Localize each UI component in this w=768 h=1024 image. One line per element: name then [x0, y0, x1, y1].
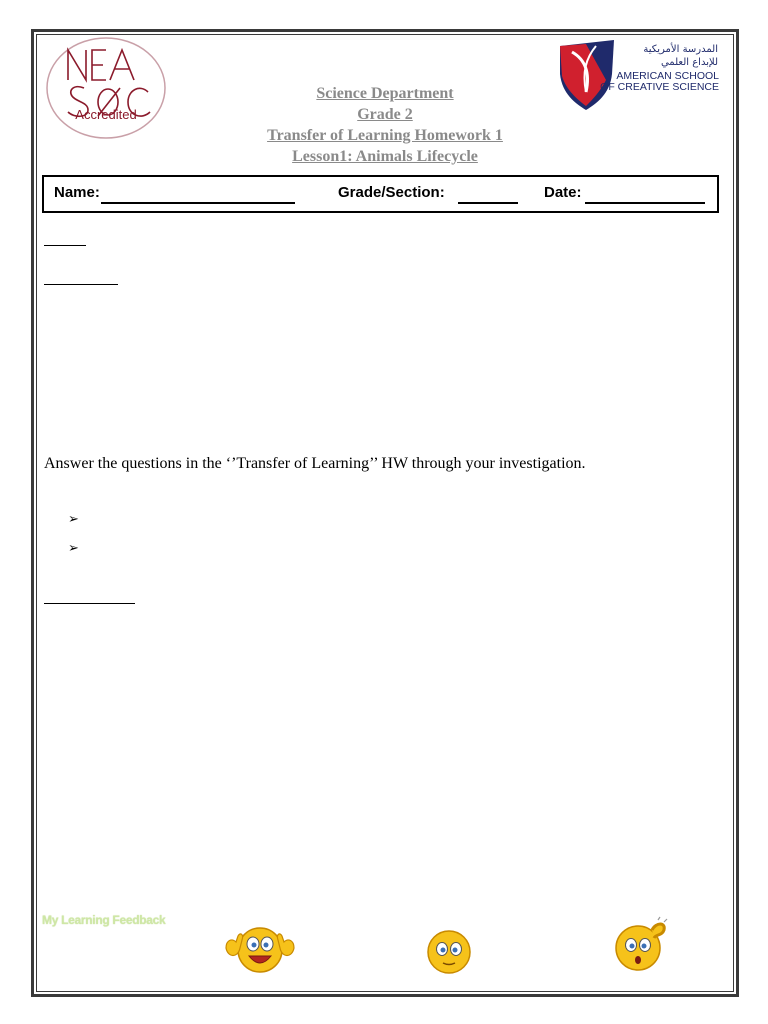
neutral-emoji-icon[interactable] [425, 928, 473, 976]
blank-line-3 [44, 603, 135, 604]
name-field[interactable] [101, 202, 295, 204]
lesson-title: Lesson1: Animals Lifecycle [292, 148, 478, 165]
school-name-ar-1: المدرسة الأمريكية [643, 44, 718, 55]
confused-emoji-icon[interactable] [612, 916, 672, 974]
thumbs-up-emoji-icon[interactable] [222, 918, 298, 978]
learning-feedback-label: My Learning Feedback [42, 913, 166, 927]
school-logo [556, 40, 726, 110]
blank-line-1 [44, 245, 86, 246]
school-name-en-2: OF CREATIVE SCIENCE [600, 81, 719, 93]
grade-section-label: Grade/Section: [338, 184, 445, 201]
school-name-en-1: AMERICAN SCHOOL [616, 70, 719, 82]
grade-title: Grade 2 [357, 106, 413, 123]
department-title: Science Department [316, 85, 454, 102]
instruction-text: Answer the questions in the ‘’Transfer of Learning’’ HW through your investigation. [44, 455, 586, 472]
neasc-accredited-logo [44, 36, 168, 140]
blank-line-2 [44, 284, 118, 285]
date-field[interactable] [585, 202, 705, 204]
name-label: Name: [54, 184, 100, 201]
bullet-arrow-icon: ➢ [68, 541, 79, 556]
bullet-arrow-icon: ➢ [68, 512, 79, 527]
date-label: Date: [544, 184, 582, 201]
school-name-ar-2: للإبداع العلمي [660, 57, 718, 68]
grade-section-field[interactable] [458, 202, 518, 204]
homework-title: Transfer of Learning Homework 1 [267, 127, 503, 144]
neasc-accredited-text: Accredited [75, 107, 137, 122]
